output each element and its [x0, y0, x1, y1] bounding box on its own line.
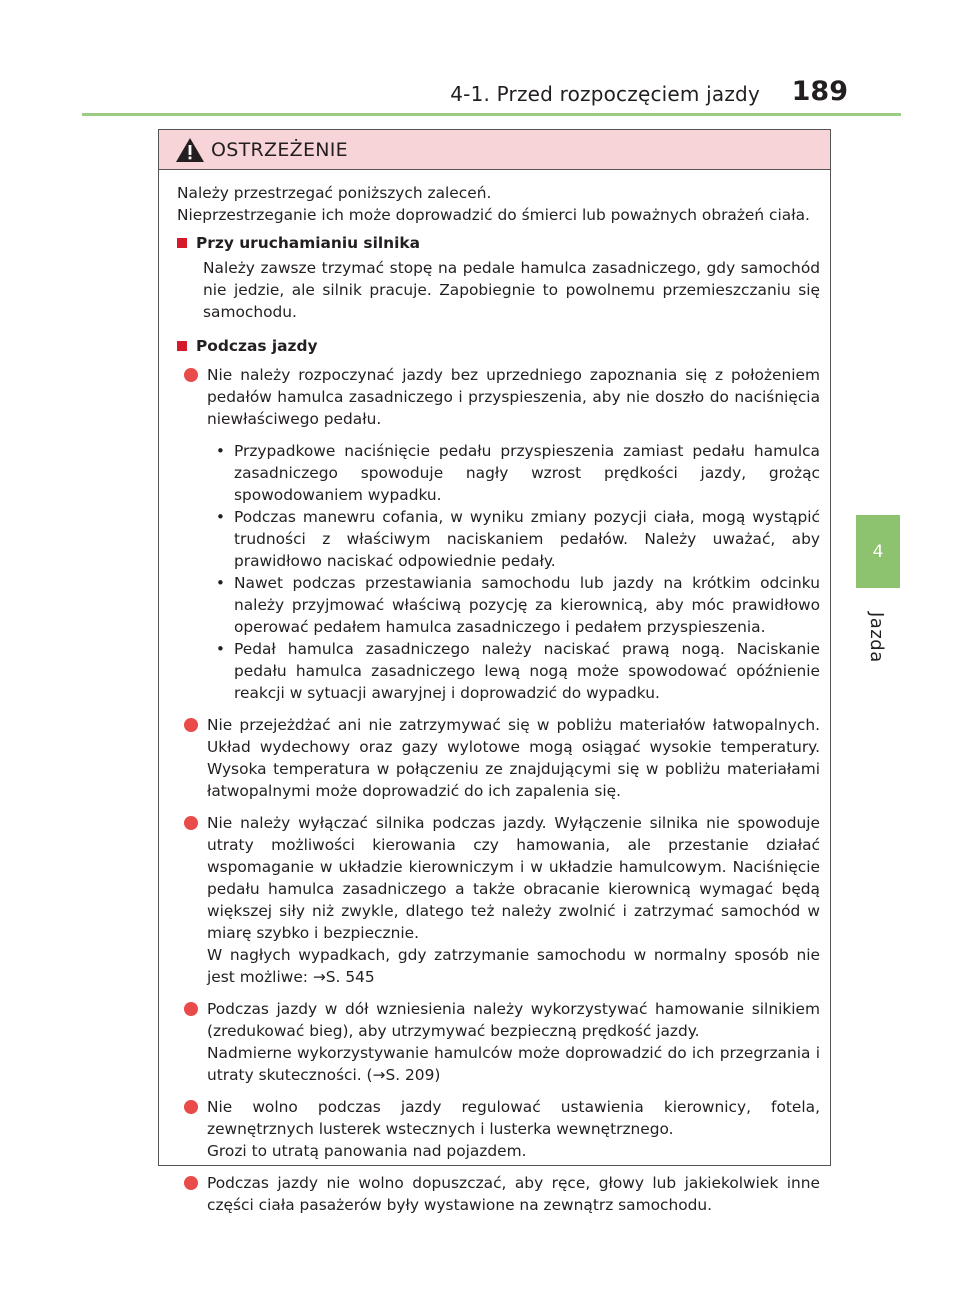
bullet-text: Podczas jazdy nie wolno dopuszczać, aby ręce, głowy lub jakiekolwiek inne części ciała pasażerów były wystawione na zewnątrz samochodu.: [207, 1174, 820, 1214]
bullet-item: [177, 714, 820, 802]
warning-header: [159, 130, 830, 170]
bullet-text: Nie należy rozpoczynać jazdy bez uprzedniego zapoznania się z położeniem pedałów hamulca zasadniczego i przyspieszenia, aby nie doszło do naciśnięcia niewłaściwego pedału.: [207, 366, 820, 428]
bullet-dot-icon: [184, 368, 198, 382]
section-title: 4-1. Przed rozpoczęciem jazdy: [450, 82, 760, 106]
warning-body: [159, 170, 830, 1216]
bullet-text-reference: W nagłych wypadkach, gdy zatrzymanie samochodu w normalny sposób nie jest możliwe: →S. 545: [207, 946, 820, 986]
bullet-item: [177, 998, 820, 1086]
bullet-dot-icon: [184, 1002, 198, 1016]
page-number: 189: [791, 76, 848, 107]
bullet-text: Podczas jazdy w dół wzniesienia należy wykorzystywać hamowanie silnikiem (zredukować bieg), aby utrzymywać bezpieczną prędkość jazdy.: [207, 1000, 820, 1040]
bullet-text: Nie wolno podczas jazdy regulować ustawienia kierownicy, fotela, zewnętrznych lusterek wstecznych i lusterka wewnętrznego.: [207, 1098, 820, 1138]
chapter-tab[interactable]: 4: [856, 515, 900, 588]
bullet-dot-icon: [184, 1100, 198, 1114]
section-title-driving: Podczas jazdy: [196, 337, 318, 355]
bullet-item: [177, 812, 820, 988]
warning-title: OSTRZEŻENIE: [211, 138, 348, 161]
intro-line-1: Należy przestrzegać poniższych zaleceń.: [177, 184, 492, 202]
warning-box: [158, 129, 831, 1214]
bullet-item: [177, 1096, 820, 1162]
bullet-text: Nie przejeżdżać ani nie zatrzymywać się w pobliżu materiałów łatwopalnych. Układ wydechowy oraz gazy wylotowe mogą osiągać wysokie temperatury. Wysoka temperatura w połączeniu ze znajdującymi się w pobliżu materiałami łatwopalnymi może doprowadzić do ich zapalenia się.: [207, 716, 820, 800]
warning-triangle-icon: [175, 137, 205, 163]
header-divider: [82, 113, 901, 116]
bullet-dot-icon: [184, 1176, 198, 1190]
section-heading-driving: [177, 335, 820, 357]
page-header: [0, 0, 960, 118]
bullet-dot-icon: [184, 816, 198, 830]
bullet-text-note: Grozi to utratą panowania nad pojazdem.: [207, 1142, 527, 1160]
chapter-label: Jazda: [866, 612, 887, 663]
intro-line-2: Nieprzestrzeganie ich może doprowadzić do śmierci lub poważnych obrażeń ciała.: [177, 206, 810, 224]
sub-bullet-item: • Pedał hamulca zasadniczego należy naciskać prawą nogą. Naciskanie pedału hamulca zasadniczego lewą nogą może spowodować opóźnienie reakcji w sytuacji awaryjnej i doprowadzić do wypadku.: [215, 640, 820, 702]
bullet-text-reference: Nadmierne wykorzystywanie hamulców może doprowadzić do ich przegrzania i utraty skuteczności. (→S. 209): [207, 1044, 820, 1084]
bullet-item: [177, 1172, 820, 1216]
bullet-dot-icon: [184, 718, 198, 732]
sub-bullet-item: • Nawet podczas przestawiania samochodu lub jazdy na krótkim odcinku należy przyjmować właściwą pozycję za kierownicą, aby móc prawidłowo operować pedałem hamulca zasadniczego i pedałem przyspieszenia.: [215, 574, 820, 636]
sub-bullet-item: • Przypadkowe naciśnięcie pedału przyspieszenia zamiast pedału hamulca zasadniczego spowoduje nagły wzrost prędkości jazdy, grożąc spowodowaniem wypadku.: [215, 442, 820, 504]
sub-bullet-item: • Podczas manewru cofania, w wyniku zmiany pozycji ciała, mogą wystąpić trudności z właściwym naciskaniem pedałów. Należy uważać, aby prawidłowo naciskać odpowiednie pedały.: [215, 508, 820, 570]
section-square-icon: [177, 341, 187, 351]
section-title-engine-start: Przy uruchamianiu silnika: [196, 234, 420, 252]
section-square-icon: [177, 238, 187, 248]
bullet-text: Nie należy wyłączać silnika podczas jazdy. Wyłączenie silnika nie spowoduje utraty możliwości kierowania czy hamowania, ale przestanie działać wspomaganie w układzie kierowniczym i w układzie hamulcowym. Naciśnięcie pedału hamulca zasadniczego a także obracanie kierownicą wymagać będą większej siły niż zwykle, dlatego też należy zwolnić i zatrzymać samochód w miarę szybko i bezpiecznie.: [207, 814, 820, 942]
section-text-engine-start: Należy zawsze trzymać stopę na pedale hamulca zasadniczego, gdy samochód nie jedzie, ale silnik pracuje. Zapobiegnie to powolnemu przemieszczaniu się samochodu.: [203, 259, 820, 321]
section-heading-engine-start: [177, 232, 820, 254]
bullet-item: [177, 364, 820, 704]
sub-bullet-list: [207, 440, 820, 704]
